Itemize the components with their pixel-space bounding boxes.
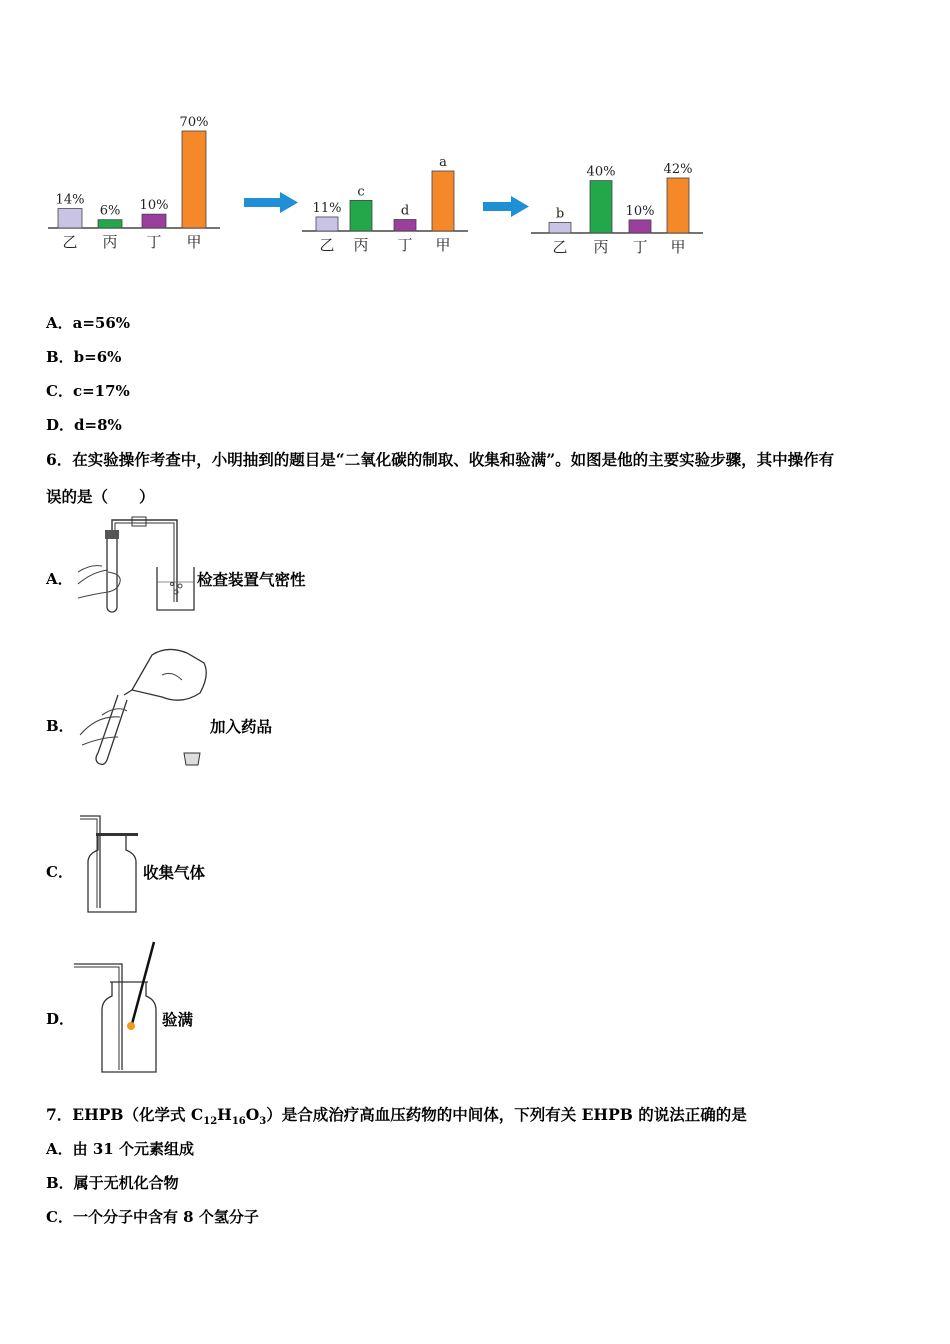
- composition-charts: [0, 0, 950, 300]
- q7-option-a[interactable]: A．由 31 个元素组成: [46, 1140, 194, 1158]
- data-label: 10%: [139, 198, 169, 214]
- bar-chart-1: [48, 115, 220, 251]
- bar-chart-3: [531, 162, 703, 256]
- bar: [98, 220, 122, 228]
- q6-option-a-label: 检查装置气密性: [197, 570, 306, 589]
- q7-stem: [46, 1103, 747, 1127]
- category-label: 丙: [102, 233, 118, 251]
- data-label: d: [400, 203, 410, 219]
- q7-stem-mid: O: [245, 1105, 260, 1124]
- q5-option-a[interactable]: A．a=56%: [46, 314, 131, 332]
- data-label: 42%: [663, 162, 693, 177]
- data-label: 70%: [179, 115, 209, 130]
- q6-option-b-label: 加入药品: [210, 717, 273, 736]
- bar-chart-2: [302, 155, 468, 254]
- data-label: 11%: [312, 200, 342, 216]
- q5-option-c[interactable]: C．c=17%: [46, 382, 130, 400]
- data-label: 10%: [625, 203, 655, 219]
- verify-full-illustration: [72, 940, 162, 1076]
- bar: [142, 214, 166, 228]
- q5-option-d[interactable]: D．d=8%: [46, 416, 122, 434]
- data-label: b: [555, 206, 565, 222]
- q5-option-b[interactable]: B．b=6%: [46, 348, 122, 366]
- category-label: 丁: [632, 238, 648, 256]
- q7-stem-post: ）是合成治疗高血压药物的中间体，下列有关 EHPB 的说法正确的是: [266, 1105, 747, 1124]
- bar: [182, 131, 206, 228]
- q6-option-d-letter[interactable]: D．: [46, 1010, 75, 1028]
- bar: [549, 223, 571, 233]
- subscript: 12: [203, 1116, 218, 1128]
- bar: [394, 220, 416, 231]
- bar: [667, 178, 689, 233]
- arrow-right-icon: [483, 196, 529, 217]
- q7-stem-mid: H: [217, 1105, 232, 1124]
- bar: [590, 181, 612, 233]
- category-label: 甲: [186, 233, 202, 251]
- q6-option-c-label: 收集气体: [143, 863, 206, 882]
- category-label: 丙: [353, 236, 369, 254]
- category-label: 丙: [593, 238, 609, 256]
- subscript: 16: [231, 1116, 246, 1128]
- category-label: 乙: [552, 238, 568, 256]
- bar: [629, 220, 651, 233]
- gas-collection-illustration: [76, 810, 142, 918]
- arrow-right-icon: [244, 192, 298, 213]
- data-label: 6%: [99, 203, 121, 219]
- data-label: a: [439, 155, 447, 170]
- category-label: 甲: [435, 236, 451, 254]
- data-label: 14%: [55, 192, 85, 208]
- q6-option-d-label: 验满: [162, 1010, 194, 1029]
- q6-option-a-letter[interactable]: A．: [46, 570, 73, 588]
- category-label: 乙: [62, 233, 78, 251]
- bar: [316, 217, 338, 231]
- data-label: c: [357, 184, 365, 200]
- category-label: 丁: [397, 236, 413, 254]
- q7-option-c[interactable]: C．一个分子中含有 8 个氢分子: [46, 1208, 259, 1226]
- q7-option-b[interactable]: B．属于无机化合物: [46, 1174, 179, 1192]
- bar: [432, 171, 454, 231]
- q6-option-c-letter[interactable]: C．: [46, 863, 73, 881]
- add-reagent-illustration: [72, 645, 212, 770]
- airtightness-check-illustration: [72, 512, 197, 617]
- subscript: 3: [259, 1116, 267, 1128]
- q6-option-b-letter[interactable]: B．: [46, 717, 74, 735]
- q7-stem-pre: 7．EHPB（化学式 C: [46, 1105, 204, 1124]
- category-label: 乙: [319, 236, 335, 254]
- bar: [350, 200, 372, 231]
- q6-stem-line1: 6．在实验操作考查中，小明抽到的题目是“二氧化碳的制取、收集和验满”。如图是他的主要实验步骤，其中操作有: [46, 450, 835, 469]
- q6-stem-line2: 误的是（ ）: [46, 487, 155, 506]
- bar: [58, 209, 82, 228]
- data-label: 40%: [586, 164, 616, 180]
- category-label: 丁: [146, 233, 162, 251]
- category-label: 甲: [670, 238, 686, 256]
